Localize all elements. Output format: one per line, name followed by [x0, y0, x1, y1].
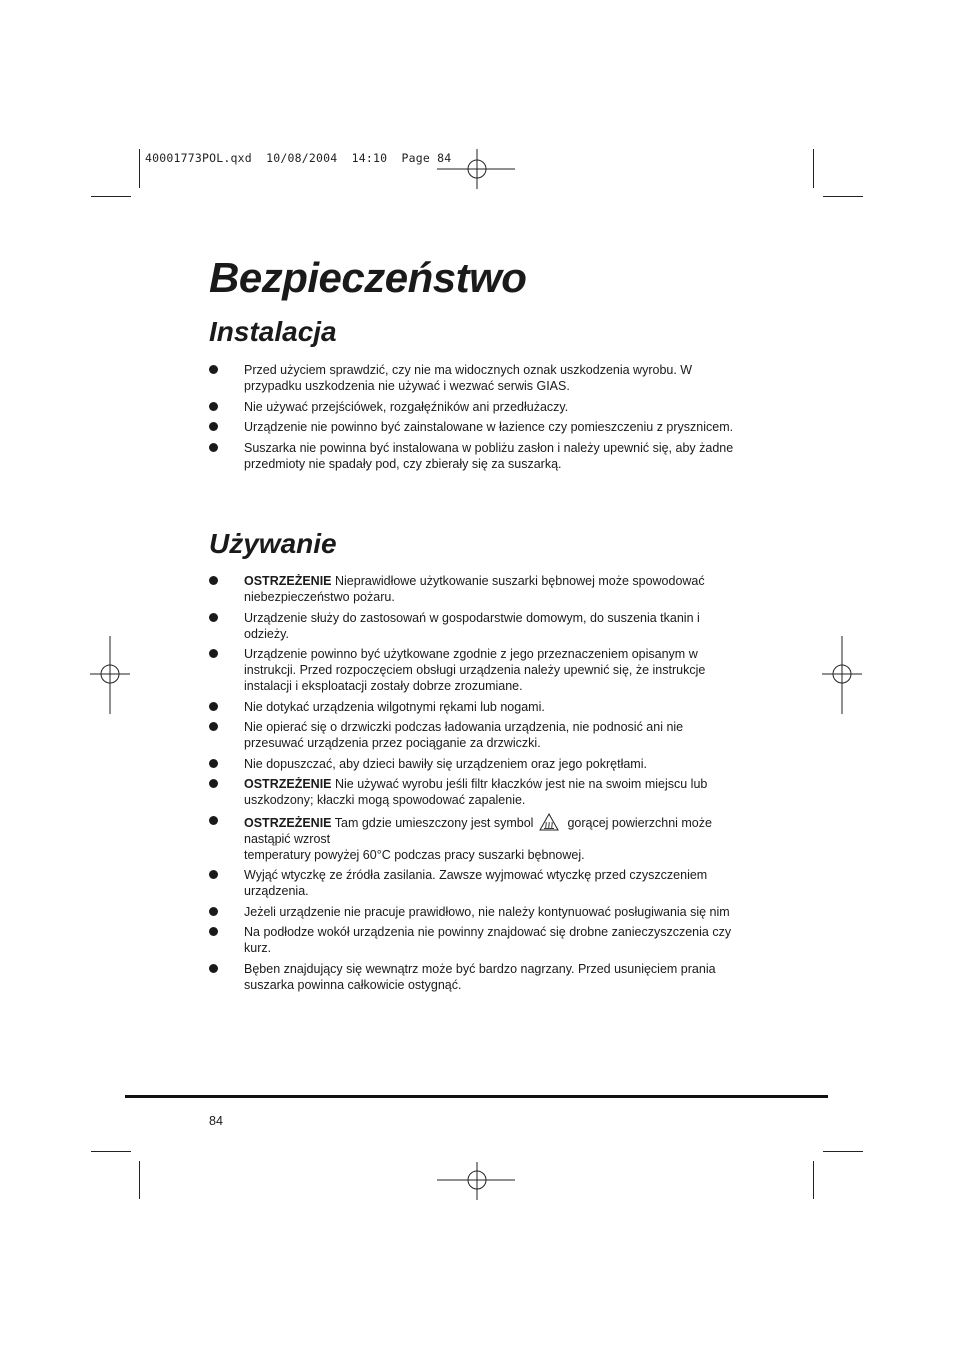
list-item: Nie dopuszczać, aby dzieci bawiły się urządzeniem oraz jego pokrętłami.	[209, 756, 739, 772]
bullet-icon	[209, 964, 218, 973]
bullet-icon	[209, 443, 218, 452]
list-item: OSTRZEŻENIE Tam gdzie umieszczony jest symbol gorącej powierzchni może nastąpić wzrost temperatury powyżej 60°C podczas pracy suszarki bębnowej.	[209, 813, 739, 863]
crop-mark	[823, 1151, 863, 1152]
bullet-icon	[209, 702, 218, 711]
crop-mark	[139, 149, 140, 188]
installation-list	[209, 362, 739, 476]
print-slug: 40001773POL.qxd 10/08/2004 14:10 Page 84	[145, 151, 452, 165]
list-item: Nie opierać się o drzwiczki podczas ładowania urządzenia, nie podnosić ani nie przesuwać urządzenia przez pociąganie za drzwiczki.	[209, 719, 739, 751]
usage-list	[209, 573, 739, 997]
list-item: Wyjąć wtyczkę ze źródła zasilania. Zawsze wyjmować wtyczkę przed czyszczeniem urządzenia.	[209, 867, 739, 899]
list-item: OSTRZEŻENIE Nieprawidłowe użytkowanie suszarki bębnowej może spowodować niebezpieczeństwo pożaru.	[209, 573, 739, 605]
list-item: Urządzenie powinno być użytkowane zgodnie z jego przeznaczeniem opisanym w instrukcji. Przed rozpoczęciem obsługi urządzenia należy upewnić się, że instrukcje instalacji i eksploatacji zostały dobrze zrozumiane.	[209, 646, 739, 694]
crop-mark	[823, 196, 863, 197]
bullet-icon	[209, 422, 218, 431]
list-item: Urządzenie służy do zastosowań w gospodarstwie domowym, do suszenia tkanin i odzieży.	[209, 610, 739, 642]
bullet-icon	[209, 402, 218, 411]
bullet-icon	[209, 870, 218, 879]
bullet-icon	[209, 816, 218, 825]
warning-label: OSTRZEŻENIE	[244, 815, 332, 830]
crop-mark	[91, 1151, 131, 1152]
registration-mark-icon	[822, 636, 862, 714]
bullet-icon	[209, 576, 218, 585]
list-item: Jeżeli urządzenie nie pracuje prawidłowo, nie należy kontynuować posługiwania się nim	[209, 904, 739, 920]
crop-mark	[813, 149, 814, 188]
bullet-icon	[209, 613, 218, 622]
section-heading-installation: Instalacja	[209, 316, 337, 347]
registration-mark-icon	[90, 636, 130, 714]
bullet-icon	[209, 907, 218, 916]
list-item: Nie używać przejściówek, rozgałęźników ani przedłużaczy.	[209, 399, 739, 415]
page-title: Bezpieczeństwo	[209, 254, 527, 301]
crop-mark	[813, 1161, 814, 1199]
section-heading-usage: Używanie	[209, 528, 337, 559]
warning-label: OSTRZEŻENIE	[244, 574, 332, 588]
warning-label: OSTRZEŻENIE	[244, 777, 332, 791]
crop-mark	[91, 196, 131, 197]
bullet-icon	[209, 722, 218, 731]
list-item: Nie dotykać urządzenia wilgotnymi rękami lub nogami.	[209, 699, 739, 715]
bullet-icon	[209, 759, 218, 768]
bullet-icon	[209, 365, 218, 374]
bullet-icon	[209, 927, 218, 936]
list-item: Suszarka nie powinna być instalowana w pobliżu zasłon i należy upewnić się, aby żadne przedmioty nie spadały pod, czy zbierały się za suszarką.	[209, 440, 739, 472]
footer-rule	[125, 1095, 828, 1098]
page-number: 84	[209, 1114, 223, 1128]
list-item: Urządzenie nie powinno być zainstalowane w łazience czy pomieszczeniu z prysznicem.	[209, 419, 739, 435]
registration-mark-icon	[437, 1162, 517, 1200]
list-item: Przed użyciem sprawdzić, czy nie ma widocznych oznak uszkodzenia wyrobu. W przypadku uszkodzenia nie używać i wezwać serwis GIAS.	[209, 362, 739, 394]
list-item: Bęben znajdujący się wewnątrz może być bardzo nagrzany. Przed usunięciem prania suszarka powinna całkowicie ostygnąć.	[209, 961, 739, 993]
hot-surface-warning-icon	[539, 813, 559, 831]
list-item: Na podłodze wokół urządzenia nie powinny znajdować się drobne zanieczyszczenia czy kurz.	[209, 924, 739, 956]
bullet-icon	[209, 779, 218, 788]
bullet-icon	[209, 649, 218, 658]
crop-mark	[139, 1161, 140, 1199]
list-item: OSTRZEŻENIE Nie używać wyrobu jeśli filtr kłaczków jest nie na swoim miejscu lub uszkodzony; kłaczki mogą spowodować zapalenie.	[209, 776, 739, 808]
